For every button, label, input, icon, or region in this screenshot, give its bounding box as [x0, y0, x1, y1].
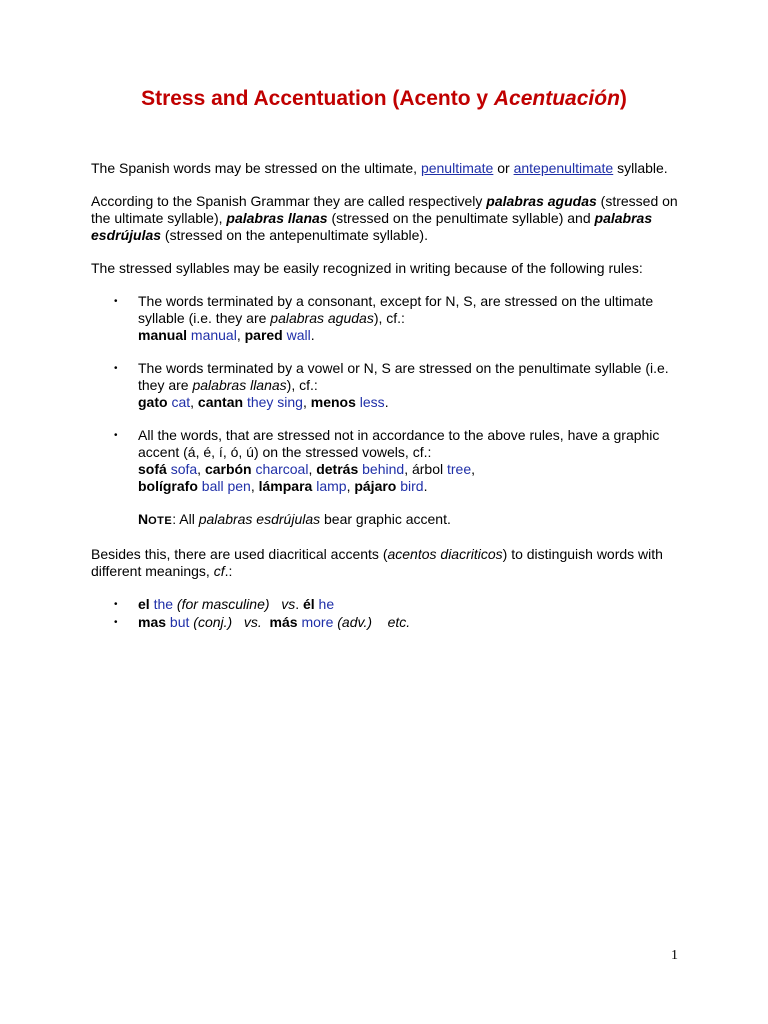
example-english: charcoal	[255, 461, 309, 477]
bullet-icon: •	[114, 296, 118, 307]
example-english: manual	[190, 327, 237, 343]
example-english: he	[318, 596, 335, 612]
example-spanish: carbón	[204, 461, 252, 477]
example-spanish: mas	[138, 614, 167, 630]
rule-text: All the words, that are stressed not in accordance to the above rules, have a graphic accent (á, é, í, ó, ú) on the stressed vowels, cf.:	[138, 427, 660, 460]
note-label: N	[138, 511, 149, 527]
rule-item-consonant	[91, 293, 691, 344]
example-spanish: lámpara	[258, 478, 313, 494]
page-title	[0, 84, 768, 114]
example-english: tree	[447, 461, 472, 477]
example-spanish: pared	[244, 327, 283, 343]
versus-label: vs.	[243, 614, 262, 630]
bullet-icon: •	[114, 599, 118, 610]
example-spanish: detrás	[316, 461, 359, 477]
example-spanish: menos	[310, 394, 356, 410]
example-english: less	[359, 394, 385, 410]
intro-text: or	[493, 160, 514, 176]
bullet-icon: •	[114, 363, 118, 374]
separator: ,	[346, 478, 355, 494]
example-spanish: pájaro	[354, 478, 397, 494]
grammar-paragraph	[91, 193, 691, 244]
grammar-text: According to the Spanish Grammar they are called respectively	[91, 193, 487, 209]
diacritics-text: .:	[224, 563, 233, 579]
example-english: more	[301, 614, 334, 630]
example-english: the	[153, 596, 174, 612]
example-spanish: manual	[138, 327, 188, 343]
example-english: lamp	[316, 478, 347, 494]
separator: .	[423, 478, 428, 494]
example-english: wall	[286, 327, 311, 343]
rule-text: The words terminated by a consonant, except for N, S, are stressed on the ultimate syllable (i.e. they are	[138, 293, 654, 326]
rule-text	[138, 293, 691, 344]
term-palabras-llanas: palabras llanas	[226, 210, 328, 226]
example-spanish: sofá	[138, 461, 167, 477]
rule-item-graphic-accent	[91, 427, 691, 495]
example-note: (conj.)	[189, 614, 233, 630]
separator: ,	[236, 327, 245, 343]
title-main: Stress and Accentuation (Acento y	[141, 87, 494, 110]
grammar-text: (stressed on the antepenultimate syllable).	[161, 227, 428, 243]
rule-text: The words terminated by a vowel or N, S are stressed on the penultimate syllable (i.e. they are	[138, 360, 669, 393]
list-item: • el the (for masculine) vs. él he	[114, 596, 335, 612]
separator: ,	[302, 394, 311, 410]
bullet-icon: •	[114, 617, 118, 628]
separator: ,	[190, 394, 198, 410]
page-number: 1	[671, 948, 678, 963]
separator: ,	[404, 461, 412, 477]
example-spanish: él	[302, 596, 315, 612]
example-spanish: bolígrafo	[138, 478, 198, 494]
note-text: bear graphic accent.	[320, 511, 451, 527]
example-english: ball pen	[201, 478, 251, 494]
list-item	[91, 614, 691, 631]
example-note: (for masculine)	[173, 596, 270, 612]
document-body	[91, 160, 691, 632]
separator: ,	[471, 461, 476, 477]
example-note: (adv.)	[333, 614, 372, 630]
example-spanish: cantan	[197, 394, 244, 410]
diacritics-list	[91, 596, 691, 631]
example-english: they sing	[246, 394, 303, 410]
grammar-text: (stressed on the ultimate syllable),	[91, 193, 678, 226]
diacritics-cf: cf	[213, 563, 225, 579]
intro-paragraph	[91, 160, 691, 177]
diacritics-text: ) to distinguish words with different meanings,	[91, 546, 663, 579]
term-palabras-esdrujulas: palabras esdrújulas	[91, 210, 653, 243]
antepenultimate-link[interactable]: antepenultimate	[513, 160, 614, 176]
rule-text	[138, 427, 691, 495]
note-text: : All	[172, 511, 199, 527]
title-close: )	[619, 87, 627, 110]
separator: .	[310, 327, 315, 343]
note-paragraph	[91, 511, 691, 530]
term-palabras-agudas: palabras agudas	[486, 193, 597, 209]
separator: ,	[197, 461, 205, 477]
rules-intro-paragraph: The stressed syllables may be easily recognized in writing because of the following rules:	[91, 260, 643, 276]
example-english: bird	[400, 478, 424, 494]
rule-term: palabras llanas	[192, 377, 287, 393]
example-spanish: el	[138, 596, 150, 612]
note-term: palabras esdrújulas	[198, 511, 321, 527]
rule-term: palabras agudas	[270, 310, 374, 326]
example-english: but	[169, 614, 190, 630]
note-label: OTE	[148, 515, 173, 527]
example-spanish: árbol	[411, 461, 444, 477]
grammar-text: (stressed on the penultimate syllable) and	[327, 210, 595, 226]
bullet-icon: •	[114, 430, 118, 441]
diacritics-paragraph	[91, 546, 691, 580]
etc-label: etc.	[387, 614, 411, 630]
separator: ,	[250, 478, 259, 494]
example-english: behind	[362, 461, 405, 477]
rule-text: ), cf.:	[286, 377, 318, 393]
title-italic: Acentuación	[493, 87, 620, 110]
separator: ,	[308, 461, 317, 477]
rules-list	[91, 293, 691, 495]
example-english: cat	[171, 394, 191, 410]
intro-text: syllable.	[613, 160, 668, 176]
diacritics-text: Besides this, there are used diacritical accents (	[91, 546, 388, 562]
versus-label: vs	[281, 596, 296, 612]
diacritics-term: acentos diacriticos	[387, 546, 503, 562]
intro-text: The Spanish words may be stressed on the ultimate,	[91, 160, 421, 176]
example-spanish: gato	[138, 394, 168, 410]
rule-text: ), cf.:	[373, 310, 405, 326]
example-english: sofa	[170, 461, 198, 477]
rule-text	[138, 360, 691, 411]
example-spanish: más	[269, 614, 298, 630]
separator: .	[384, 394, 389, 410]
rule-item-vowel	[91, 360, 691, 411]
penultimate-link[interactable]: penultimate	[420, 160, 494, 176]
